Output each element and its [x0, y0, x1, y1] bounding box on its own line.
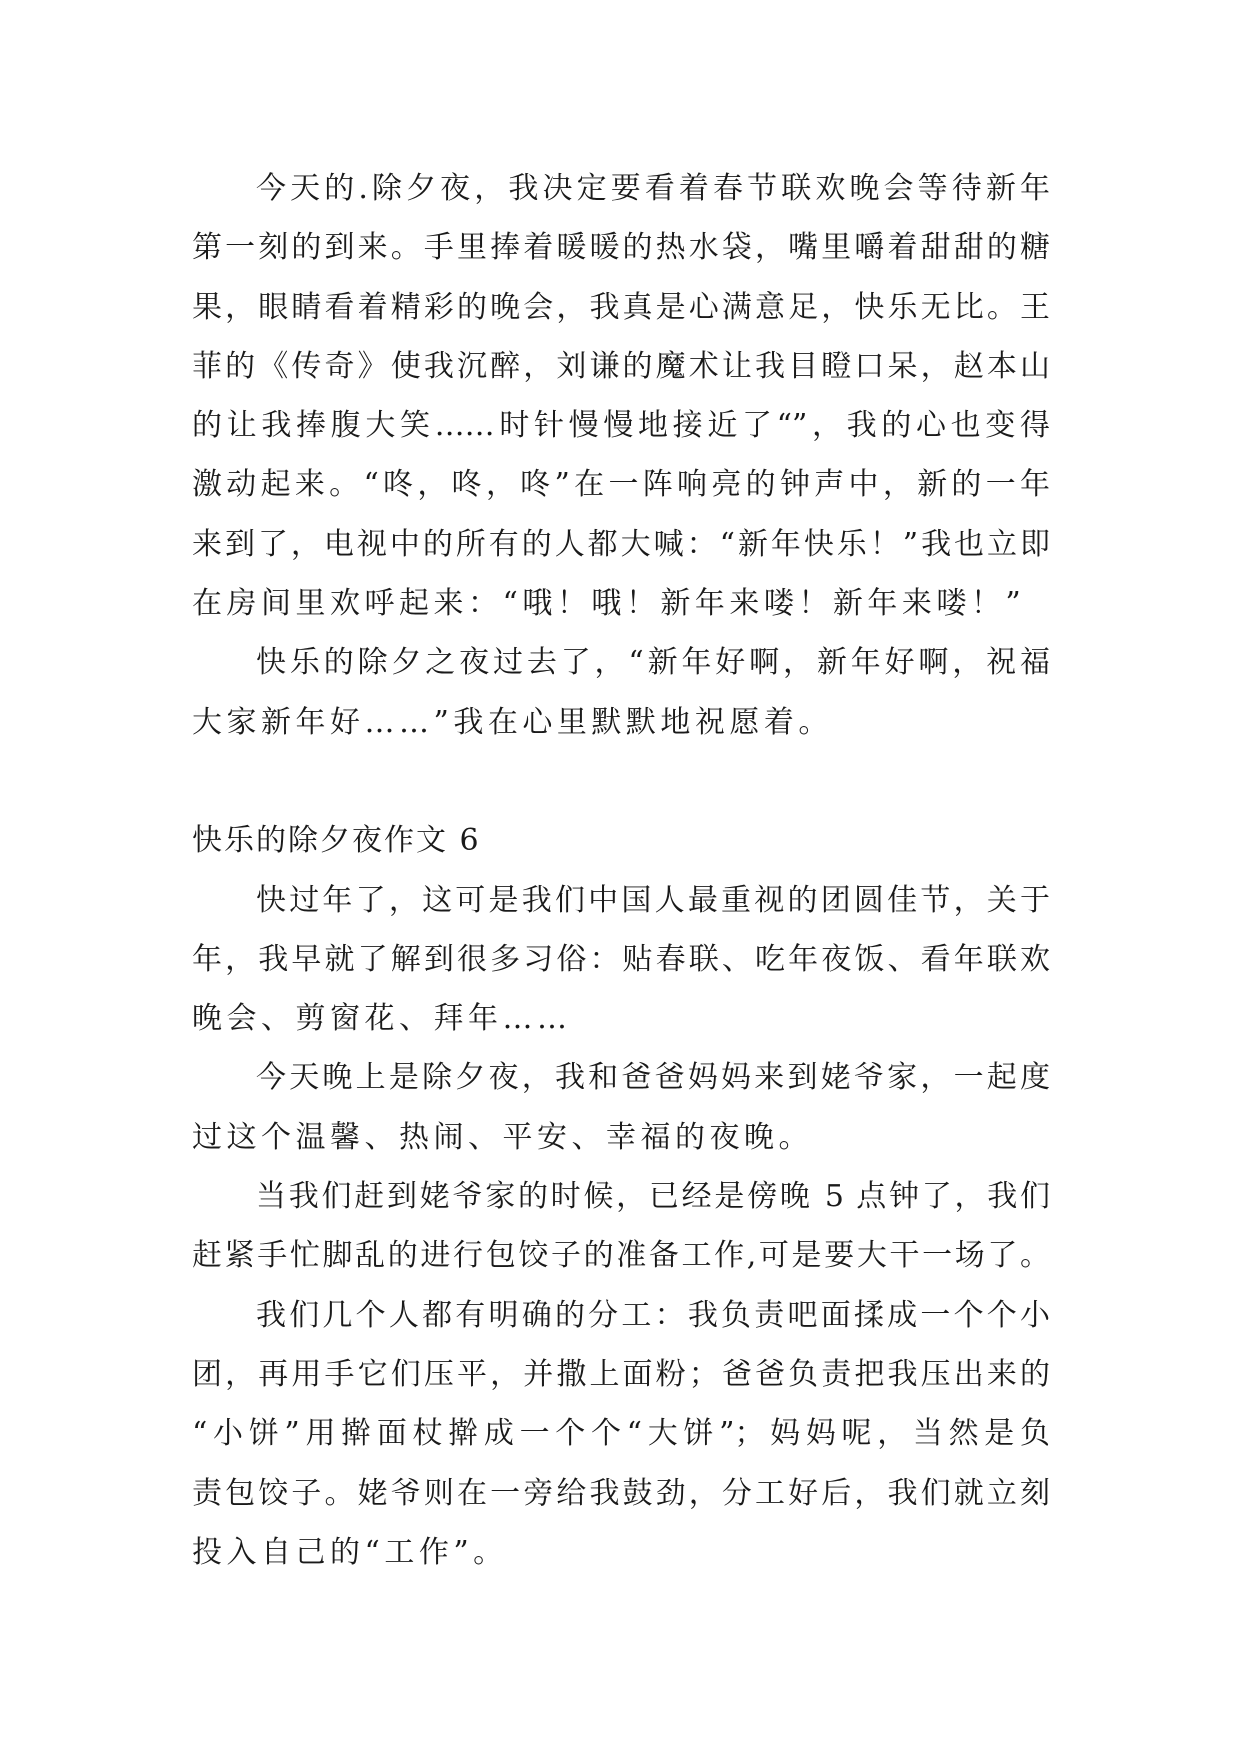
text-line: 大家新年好……”我在心里默默地祝愿着。	[192, 704, 833, 740]
text-line: 过这个温馨、热闹、平安、幸福的夜晚。	[192, 1119, 813, 1155]
text-line: 快过年了，这可是我们中国人最重视的团圆佳节，关于	[256, 882, 1050, 918]
text-line: “小饼”用擀面杖擀成一个个“大饼”；妈妈呢，当然是负	[192, 1416, 1050, 1452]
section-gap	[192, 752, 1050, 811]
text-line: 赶紧手忙脚乱的进行包饺子的准备工作,可是要大干一场了。	[192, 1238, 1050, 1274]
paragraph	[192, 1167, 1050, 1286]
text-line: 的让我捧腹大笑……时针慢慢地接近了“”，我的心也变得	[192, 408, 1050, 444]
text-line: 第一刻的到来。手里捧着暖暖的热水袋，嘴里嚼着甜甜的糖	[192, 230, 1050, 266]
text-line: 今天的.除夕夜，我决定要看着春节联欢晚会等待新年	[256, 171, 1050, 206]
text-line: 今天晚上是除夕夜，我和爸爸妈妈来到姥爷家，一起度	[256, 1060, 1050, 1096]
text-line: 团，再用手它们压平，并撒上面粉；爸爸负责把我压出来的	[192, 1356, 1050, 1392]
text-line: 投入自己的“工作”。	[192, 1534, 508, 1570]
text-line: 来到了，电视中的所有的人都大喊：“新年快乐！”我也立即	[192, 526, 1050, 562]
text-line: 晚会、剪窗花、拜年……	[192, 1001, 572, 1037]
paragraph	[192, 1286, 1050, 1582]
document-body	[192, 159, 1050, 1582]
text-line: 菲的《传奇》使我沉醉，刘谦的魔术让我目瞪口呆，赵本山	[192, 348, 1050, 384]
text-line: 激动起来。“咚，咚，咚”在一阵响亮的钟声中，新的一年	[192, 467, 1050, 503]
text-line: 责包饺子。姥爷则在一旁给我鼓劲，分工好后，我们就立刻	[192, 1475, 1050, 1511]
paragraph	[192, 1048, 1050, 1167]
section-title: 快乐的除夕夜作文 6	[192, 823, 481, 859]
text-line: 当我们赶到姥爷家的时候，已经是傍晚 5 点钟了，我们	[256, 1179, 1050, 1215]
paragraph	[192, 871, 1050, 1049]
paragraph	[192, 633, 1050, 752]
text-line: 快乐的除夕之夜过去了，“新年好啊，新年好啊，祝福	[256, 645, 1050, 681]
text-line: 年，我早就了解到很多习俗：贴春联、吃年夜饭、看年联欢	[192, 941, 1050, 977]
text-line: 在房间里欢呼起来：“哦！哦！新年来喽！新年来喽！”	[192, 586, 1026, 622]
paragraph	[192, 159, 1050, 633]
text-line: 果，眼睛看着精彩的晚会，我真是心满意足，快乐无比。王	[192, 289, 1050, 325]
text-line: 我们几个人都有明确的分工：我负责吧面揉成一个个小	[256, 1297, 1050, 1333]
